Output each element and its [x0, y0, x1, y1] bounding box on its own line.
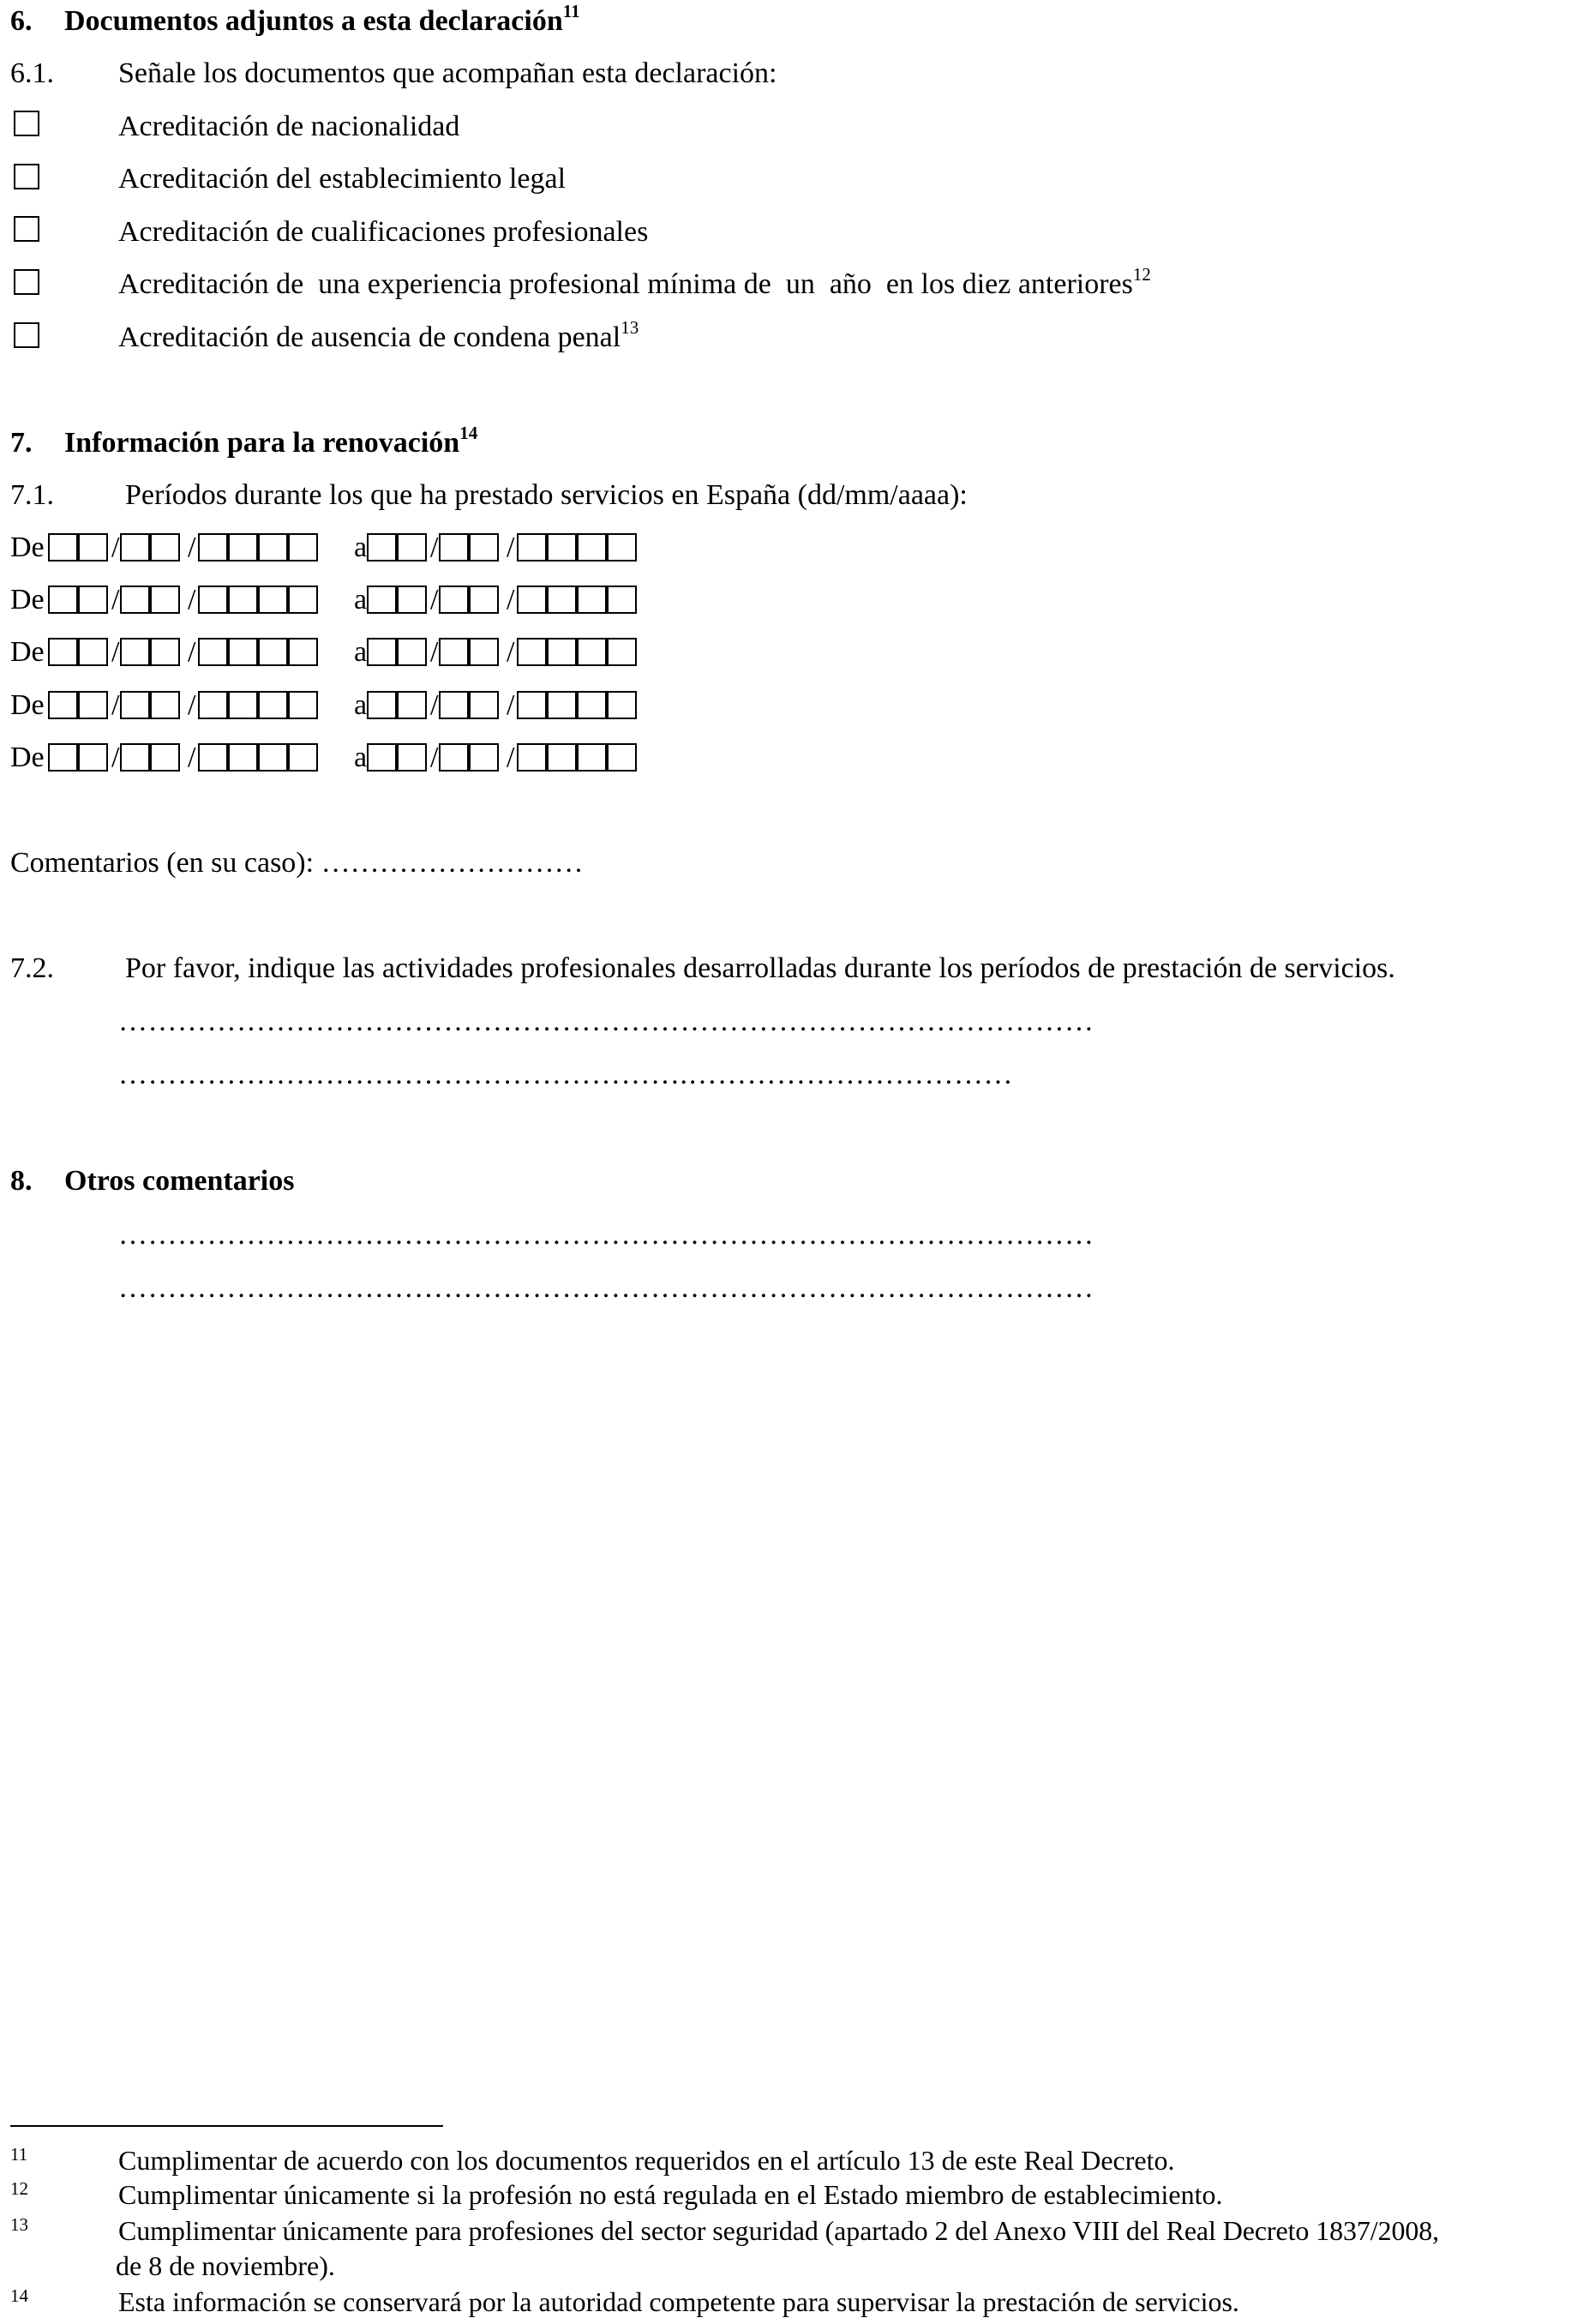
- date-from-digit-box[interactable]: [150, 743, 180, 772]
- date-from-digit-box[interactable]: [228, 638, 258, 666]
- section-7-title-text: Información para la renovación: [64, 427, 460, 459]
- date-to-digit-box[interactable]: [367, 533, 397, 561]
- footnote-11-text: Cumplimentar de acuerdo con los documentos requeridos en el artículo 13 de este Real Decreto.: [118, 2145, 1175, 2176]
- date-to-digit-box[interactable]: [367, 691, 397, 719]
- subsection-7-1-number: 7.1.: [10, 479, 54, 511]
- date-from-digit-box[interactable]: [120, 586, 150, 614]
- date-to-digit-box[interactable]: [397, 586, 427, 614]
- date-to-label: a: [354, 689, 368, 721]
- date-to-digit-box[interactable]: [607, 743, 637, 772]
- footnote-ref-14: 14: [459, 423, 478, 443]
- footnote-11-number: 11: [10, 2144, 28, 2165]
- date-from-digit-box[interactable]: [198, 586, 228, 614]
- date-separator: /: [507, 742, 515, 773]
- date-from-digit-box[interactable]: [150, 533, 180, 561]
- date-to-digit-box[interactable]: [577, 691, 607, 719]
- date-to-digit-box[interactable]: [547, 691, 577, 719]
- date-from-digit-box[interactable]: [48, 691, 78, 719]
- footnote-14-text: Esta información se conservará por la autoridad competente para supervisar la prestación de servicios.: [118, 2286, 1239, 2317]
- date-from-digit-box[interactable]: [150, 691, 180, 719]
- date-to-digit-box[interactable]: [367, 638, 397, 666]
- checkbox-label-condena-penal: [118, 317, 639, 353]
- date-to-label: a: [354, 531, 368, 563]
- date-from-digit-box[interactable]: [198, 691, 228, 719]
- date-to-digit-box[interactable]: [517, 638, 547, 666]
- date-from-digit-box[interactable]: [48, 533, 78, 561]
- date-separator: /: [111, 636, 120, 668]
- date-to-label: a: [354, 584, 368, 616]
- date-from-digit-box[interactable]: [198, 743, 228, 772]
- date-to-digit-box[interactable]: [367, 743, 397, 772]
- date-to-digit-box[interactable]: [577, 586, 607, 614]
- date-separator: /: [111, 689, 120, 721]
- date-to-digit-box[interactable]: [469, 638, 499, 666]
- date-to-digit-box[interactable]: [607, 638, 637, 666]
- section-7-title: [64, 423, 478, 459]
- date-to-digit-box[interactable]: [397, 533, 427, 561]
- date-to-digit-box[interactable]: [577, 638, 607, 666]
- date-to-digit-box[interactable]: [547, 586, 577, 614]
- date-from-digit-box[interactable]: [120, 533, 150, 561]
- date-from-label: De: [10, 531, 45, 563]
- date-to-digit-box[interactable]: [469, 533, 499, 561]
- checkbox-condena-penal[interactable]: [14, 322, 39, 348]
- subsection-7-2-text: Por favor, indique las actividades profesionales desarrolladas durante los períodos de prestación de servicios.: [125, 952, 1395, 984]
- date-from-digit-box[interactable]: [120, 638, 150, 666]
- date-to-digit-box[interactable]: [607, 586, 637, 614]
- section-8-number: 8.: [10, 1165, 33, 1197]
- date-separator: /: [430, 531, 439, 563]
- checkbox-experiencia[interactable]: [14, 269, 39, 295]
- date-to-digit-box[interactable]: [367, 586, 397, 614]
- subsection-7-1-text: Períodos durante los que ha prestado servicios en España (dd/mm/aaaa):: [125, 479, 968, 511]
- footnote-13-text: Cumplimentar únicamente para profesiones del sector seguridad (apartado 2 del Anexo VIII del Real Decreto 1837/2008,: [118, 2215, 1440, 2246]
- date-from-digit-box[interactable]: [78, 533, 108, 561]
- date-to-digit-box[interactable]: [577, 743, 607, 772]
- date-to-label: a: [354, 742, 368, 773]
- date-to-digit-box[interactable]: [607, 533, 637, 561]
- checkbox-label-experiencia: [118, 264, 1151, 300]
- date-to-digit-box[interactable]: [547, 638, 577, 666]
- date-to-digit-box[interactable]: [439, 586, 469, 614]
- date-separator: /: [188, 689, 196, 721]
- date-from-digit-box[interactable]: [120, 743, 150, 772]
- date-to-digit-box[interactable]: [517, 691, 547, 719]
- section-6-title: [64, 1, 580, 37]
- date-separator: /: [111, 584, 120, 616]
- date-to-digit-box[interactable]: [607, 691, 637, 719]
- date-from-digit-box[interactable]: [288, 586, 318, 614]
- date-from-digit-box[interactable]: [48, 743, 78, 772]
- section-7-number: 7.: [10, 427, 33, 459]
- date-separator: /: [430, 689, 439, 721]
- date-from-digit-box[interactable]: [258, 743, 288, 772]
- date-to-digit-box[interactable]: [439, 691, 469, 719]
- footnote-14-number: 14: [10, 2285, 28, 2306]
- date-from-digit-box[interactable]: [198, 638, 228, 666]
- date-to-digit-box[interactable]: [397, 691, 427, 719]
- footnote-ref-12: 12: [1132, 264, 1151, 285]
- other-comments-line-1[interactable]: ………………………………………………………………………………………: [118, 1219, 1094, 1251]
- checkbox-label-cualificaciones: Acreditación de cualificaciones profesionales: [118, 216, 649, 248]
- section-6-number: 6.: [10, 5, 33, 37]
- date-to-digit-box[interactable]: [517, 743, 547, 772]
- date-separator: /: [188, 584, 196, 616]
- date-from-digit-box[interactable]: [258, 638, 288, 666]
- date-from-digit-box[interactable]: [288, 743, 318, 772]
- date-from-digit-box[interactable]: [288, 691, 318, 719]
- date-from-digit-box[interactable]: [228, 743, 258, 772]
- date-from-label: De: [10, 742, 45, 773]
- date-from-digit-box[interactable]: [228, 691, 258, 719]
- activities-line-2[interactable]: ………………………………………………….……………………………: [118, 1059, 1013, 1090]
- date-from-digit-box[interactable]: [288, 638, 318, 666]
- checkbox-nacionalidad[interactable]: [14, 111, 39, 136]
- date-to-digit-box[interactable]: [547, 743, 577, 772]
- date-from-label: De: [10, 584, 45, 616]
- footnote-13-text-continued: de 8 de noviembre).: [116, 2250, 335, 2281]
- date-from-digit-box[interactable]: [228, 586, 258, 614]
- date-separator: /: [507, 531, 515, 563]
- footnote-ref-11: 11: [562, 1, 580, 21]
- checkbox-cualificaciones[interactable]: [14, 216, 39, 242]
- date-separator: /: [111, 531, 120, 563]
- date-from-label: De: [10, 636, 45, 668]
- subsection-6-1-number: 6.1.: [10, 57, 54, 89]
- comments-label: Comentarios (en su caso): ………………………: [10, 847, 584, 879]
- date-from-digit-box[interactable]: [258, 533, 288, 561]
- date-separator: /: [507, 584, 515, 616]
- footnote-separator: [10, 2125, 443, 2127]
- activities-line-1[interactable]: ………………………………………………………………………………………: [118, 1006, 1094, 1037]
- checkbox-label-establecimiento: Acreditación del establecimiento legal: [118, 163, 567, 195]
- date-to-digit-box[interactable]: [397, 743, 427, 772]
- date-from-digit-box[interactable]: [198, 533, 228, 561]
- checkbox-label-experiencia-text: Acreditación de una experiencia profesional mínima de un año en los diez anteriores: [118, 268, 1133, 300]
- date-from-digit-box[interactable]: [48, 586, 78, 614]
- date-from-digit-box[interactable]: [228, 533, 258, 561]
- date-from-digit-box[interactable]: [150, 638, 180, 666]
- date-separator: /: [430, 584, 439, 616]
- section-6-title-text: Documentos adjuntos a esta declaración: [64, 5, 563, 37]
- date-separator: /: [507, 689, 515, 721]
- date-separator: /: [507, 636, 515, 668]
- footnote-12-text: Cumplimentar únicamente si la profesión no está regulada en el Estado miembro de establecimiento.: [118, 2179, 1223, 2210]
- date-to-digit-box[interactable]: [439, 533, 469, 561]
- date-from-digit-box[interactable]: [120, 691, 150, 719]
- date-to-digit-box[interactable]: [577, 533, 607, 561]
- date-to-digit-box[interactable]: [469, 691, 499, 719]
- date-to-digit-box[interactable]: [547, 533, 577, 561]
- subsection-7-2-number: 7.2.: [10, 952, 54, 984]
- date-to-digit-box[interactable]: [469, 743, 499, 772]
- footnote-13-number: 13: [10, 2214, 28, 2235]
- checkbox-establecimiento[interactable]: [14, 164, 39, 189]
- date-separator: /: [188, 636, 196, 668]
- date-from-digit-box[interactable]: [78, 586, 108, 614]
- section-8-title: Otros comentarios: [64, 1165, 295, 1197]
- date-from-digit-box[interactable]: [258, 691, 288, 719]
- date-from-digit-box[interactable]: [48, 638, 78, 666]
- date-separator: /: [430, 742, 439, 773]
- date-from-label: De: [10, 689, 45, 721]
- date-to-digit-box[interactable]: [439, 638, 469, 666]
- date-from-digit-box[interactable]: [150, 586, 180, 614]
- date-from-digit-box[interactable]: [258, 586, 288, 614]
- date-from-digit-box[interactable]: [78, 743, 108, 772]
- footnote-12-number: 12: [10, 2178, 28, 2199]
- date-to-digit-box[interactable]: [469, 586, 499, 614]
- date-from-digit-box[interactable]: [78, 691, 108, 719]
- footnote-ref-13: 13: [621, 317, 639, 338]
- date-separator: /: [188, 531, 196, 563]
- date-to-label: a: [354, 636, 368, 668]
- date-from-digit-box[interactable]: [78, 638, 108, 666]
- date-separator: /: [430, 636, 439, 668]
- date-to-digit-box[interactable]: [439, 743, 469, 772]
- date-from-digit-box[interactable]: [288, 533, 318, 561]
- checkbox-label-nacionalidad: Acreditación de nacionalidad: [118, 111, 460, 142]
- other-comments-line-2[interactable]: ………………………………………………………………………………………: [118, 1272, 1094, 1304]
- checkbox-label-condena-penal-text: Acreditación de ausencia de condena penal: [118, 321, 621, 353]
- date-separator: /: [111, 742, 120, 773]
- date-separator: /: [188, 742, 196, 773]
- subsection-6-1-text: Señale los documentos que acompañan esta declaración:: [118, 57, 777, 89]
- date-to-digit-box[interactable]: [517, 586, 547, 614]
- date-to-digit-box[interactable]: [517, 533, 547, 561]
- date-to-digit-box[interactable]: [397, 638, 427, 666]
